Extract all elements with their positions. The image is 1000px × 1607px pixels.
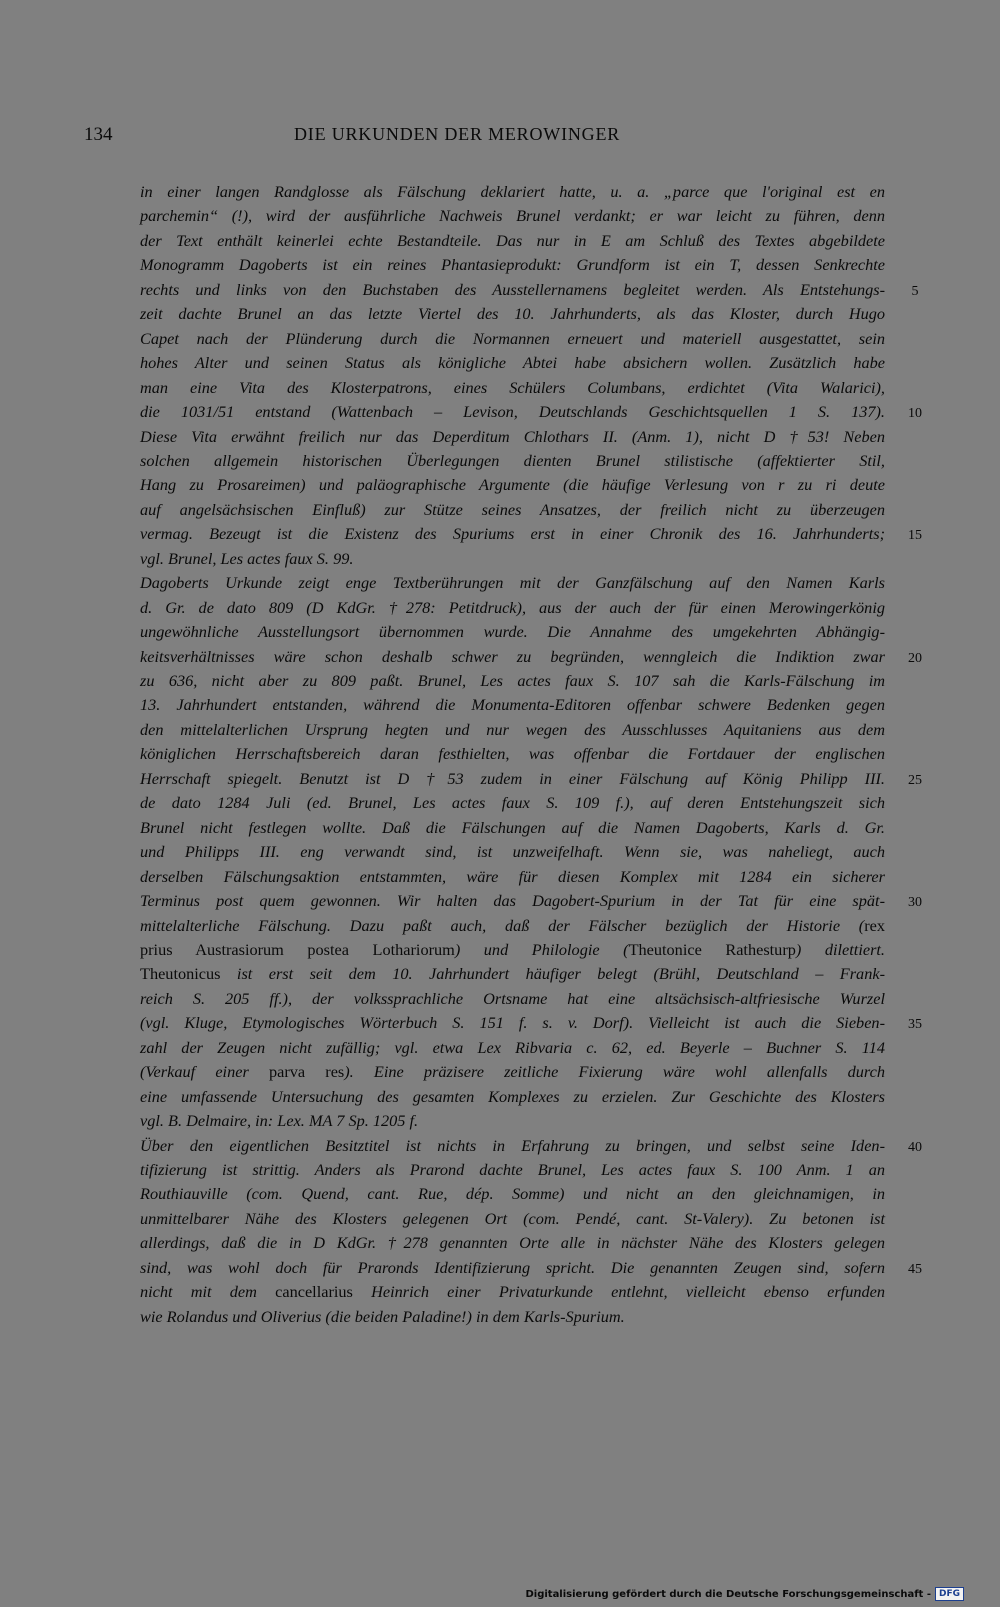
line-number: 10 <box>908 406 922 422</box>
text-segment: ) und Philologie ( <box>454 939 629 959</box>
text-segment: vgl. Brunel, Les actes faux S. 99. <box>140 548 354 568</box>
text-segment: Monogramm Dagoberts ist ein reines Phantasieprodukt: Grundform ist ein T, dessen Senkrechte <box>140 255 885 275</box>
text-segment: Über den eigentlichen Besitztitel ist nichts in Erfahrung zu bringen, und selbst seine Iden- <box>140 1135 885 1155</box>
text-line <box>140 622 885 642</box>
text-line <box>140 1160 885 1180</box>
line-number: 30 <box>908 895 922 911</box>
text-line <box>140 695 885 715</box>
line-number: 5 <box>911 283 919 299</box>
text-segment: prius Austrasiorum postea Lothariorum <box>140 939 455 959</box>
text-segment: ) dilettiert. <box>795 939 885 959</box>
text-segment: Routhiauville (com. Quend, cant. Rue, dép. Somme) und nicht an den gleichnamigen, in <box>140 1184 885 1204</box>
text-segment: allerdings, daß die in D KdGr. †278 genannten Orte alle in nächster Nähe des Klosters gelegen <box>140 1233 885 1253</box>
text-line <box>140 1136 885 1156</box>
text-segment: (vgl. Kluge, Etymologisches Wörterbuch S. 151 f. s. v. Dorf). Vielleicht ist auch die Sieben- <box>140 1013 885 1033</box>
text-segment: tifizierung ist strittig. Anders als Prarond dachte Brunel, Les actes faux S. 100 Anm. 1 an <box>140 1160 885 1179</box>
text-segment: eine umfassende Untersuchung des gesamten Komplexes zu erzielen. Zur Geschichte des Klosters <box>140 1086 885 1106</box>
text-segment: vgl. B. Delmaire, in: Lex. MA 7 Sp. 1205 f. <box>140 1111 419 1131</box>
line-number: 40 <box>908 1139 922 1155</box>
text-segment: den mittelalterlichen Ursprung hegten und nur wegen des Ausschlusses Aquitaniens aus dem <box>140 719 885 739</box>
text-segment: d. Gr. de dato 809 (D KdGr. †278: Petitdruck), aus der auch der für einen Merowingerkönig <box>140 597 885 617</box>
text-segment: zu 636, nicht aber zu 809 paßt. Brunel, Les actes faux S. 107 sah die Karls-Fälschung im <box>140 671 885 690</box>
text-line <box>140 573 885 593</box>
text-line <box>140 940 885 960</box>
text-line <box>140 451 885 471</box>
text-segment: ist erst seit dem 10. Jahrhundert häufiger belegt (Brühl, Deutschland – Frank- <box>220 964 885 984</box>
text-line <box>140 867 885 887</box>
line-number: 15 <box>908 528 922 544</box>
text-line <box>140 744 885 764</box>
text-line <box>140 793 885 813</box>
text-line <box>140 182 885 202</box>
text-line <box>140 647 885 667</box>
text-line <box>140 231 885 251</box>
text-line <box>140 402 885 422</box>
text-line <box>140 916 885 936</box>
text-line <box>140 1013 885 1033</box>
text-segment: sind, was wohl doch für Praronds Identifizierung spricht. Die genannten Zeugen sind, sofern <box>140 1257 885 1277</box>
text-line <box>140 1038 885 1058</box>
text-line <box>140 524 885 544</box>
text-segment: man eine Vita des Klosterpatrons, eines Schülers Columbans, erdichtet (Vita Walarici), <box>140 377 885 397</box>
text-segment: de dato 1284 Juli (ed. Brunel, Les actes faux S. 109 f.), auf deren Entstehungszeit sich <box>140 793 885 813</box>
text-segment: zahl der Zeugen nicht zufällig; vgl. etwa Lex Ribvaria c. 62, ed. Beyerle – Buchner S. 114 <box>140 1037 885 1057</box>
text-segment: parva res <box>268 1062 345 1082</box>
text-line <box>140 1307 885 1327</box>
line-number: 20 <box>908 650 922 666</box>
text-line <box>140 671 885 691</box>
text-segment: mittelalterliche Fälschung. Dazu paßt auch, daß der Fälscher bezüglich der Historie ( <box>140 915 865 935</box>
text-segment: rex <box>864 915 885 935</box>
text-segment: ). Eine präzisere zeitliche Fixierung wäre wohl allenfalls durch <box>344 1062 885 1082</box>
page-number: 134 <box>84 124 113 145</box>
text-segment: auf angelsächsischen Einfluß) zur Stütze seines Ansatzes, der freilich nicht zu überzeugen <box>140 499 885 519</box>
text-segment: reich S. 205 ff.), der volkssprachliche Ortsname hat eine altsächsisch-altfriesische Wurzel <box>140 988 885 1008</box>
text-line <box>140 280 885 300</box>
text-segment: Brunel nicht festlegen wollte. Daß die Fälschungen auf die Namen Dagoberts, Karls d. Gr. <box>140 817 885 837</box>
text-line <box>140 1282 885 1302</box>
text-line <box>140 891 885 911</box>
text-line <box>140 206 885 226</box>
line-number: 25 <box>908 772 922 788</box>
text-line <box>140 1111 885 1131</box>
dfg-logo: DFG <box>935 1587 964 1601</box>
text-line <box>140 1258 885 1278</box>
text-segment: der Text enthält keinerlei echte Bestandteile. Das nur in E am Schluß des Textes abgebildete <box>140 230 885 250</box>
text-segment: und Philipps III. eng verwandt sind, ist unzweifelhaft. Wenn sie, was naheliegt, auch <box>140 842 885 862</box>
text-segment: Dagoberts Urkunde zeigt enge Textberührungen mit der Ganzfälschung auf den Namen Karls <box>140 573 885 593</box>
text-line <box>140 1209 885 1229</box>
text-line <box>140 1087 885 1107</box>
text-segment: 13. Jahrhundert entstanden, während die Monumenta-Editoren offenbar schwere Bedenken gegen <box>140 695 885 715</box>
text-line <box>140 304 885 324</box>
text-segment: vermag. Bezeugt ist die Existenz des Spuriums erst in einer Chronik des 16. Jahrhunderts; <box>140 524 885 544</box>
text-line <box>140 964 885 984</box>
text-line <box>140 475 885 495</box>
footer-credit-text: Digitalisierung gefördert durch die Deutsche Forschungsgemeinschaft - <box>525 1588 931 1600</box>
running-head: DIE URKUNDEN DER MEROWINGER <box>294 124 621 144</box>
text-segment: parchemin“ (!), wird der ausführliche Nachweis Brunel verdankt; er war leicht zu führen, denn <box>140 206 885 226</box>
text-segment: rechts und links von den Buchstaben des Ausstellernamens begleitet werden. Als Entstehungs- <box>140 279 885 299</box>
text-segment: Capet nach der Plünderung durch die Normannen erneuert und materiell ausgestattet, sein <box>140 328 885 348</box>
text-line <box>140 549 885 569</box>
text-segment: Theutonicus <box>140 964 221 984</box>
text-line <box>140 842 885 862</box>
text-segment: Diese Vita erwähnt freilich nur das Deperditum Chlothars II. (Anm. 1), nicht D †53! Neben <box>140 426 885 446</box>
text-segment: derselben Fälschungsaktion entstammten, wäre für diesen Komplex mit 1284 ein sicherer <box>140 866 885 886</box>
text-line <box>140 989 885 1009</box>
text-line <box>140 353 885 373</box>
text-segment: zeit dachte Brunel an das letzte Viertel des 10. Jahrhunderts, als das Kloster, durch Hugo <box>140 304 885 324</box>
footer-credit <box>525 1587 964 1601</box>
text-line <box>140 427 885 447</box>
text-segment: Heinrich einer Privaturkunde entlehnt, vielleicht ebenso erfunden <box>352 1282 885 1302</box>
text-segment: Theutonice Rathesturp <box>628 939 796 959</box>
text-line <box>140 500 885 520</box>
text-segment: solchen allgemein historischen Überlegungen dienten Brunel stilistische (affektierter Stil, <box>140 450 885 470</box>
text-segment: Hang zu Prosareimen) und paläographische Argumente (die häufige Verlesung von r zu ri deute <box>140 475 885 495</box>
text-segment: cancellarius <box>275 1282 353 1302</box>
text-segment: Terminus post quem gewonnen. Wir halten das Dagobert-Spurium in der Tat für eine spät- <box>140 891 885 911</box>
text-segment: unmittelbarer Nähe des Klosters gelegenen Ort (com. Pendé, cant. St-Valery). Zu betonen ist <box>140 1208 885 1228</box>
text-line <box>140 1184 885 1204</box>
text-line <box>140 818 885 838</box>
text-segment: ungewöhnliche Ausstellungsort übernommen wurde. Die Annahme des umgekehrten Abhängig- <box>140 622 885 642</box>
text-segment: (Verkauf einer <box>140 1062 269 1082</box>
text-segment: in einer langen Randglosse als Fälschung deklariert hatte, u. a. „parce que l'original est en <box>140 182 885 201</box>
text-segment: Herrschaft spiegelt. Benutzt ist D †53 zudem in einer Fälschung auf König Philipp III. <box>140 768 885 788</box>
text-segment: nicht mit dem <box>140 1282 276 1302</box>
text-line <box>140 329 885 349</box>
text-segment: königlichen Herrschaftsbereich daran festhielten, was offenbar die Fortdauer der englischen <box>140 744 885 764</box>
text-line <box>140 720 885 740</box>
text-line <box>140 255 885 275</box>
text-segment: hohes Alter und seinen Status als königliche Abtei habe absichern wollen. Zusätzlich habe <box>140 353 885 373</box>
text-segment: wie Rolandus und Oliverius (die beiden Paladine!) in dem Karls-Spurium. <box>140 1306 625 1326</box>
text-segment: die 1031/51 entstand (Wattenbach – Levison, Deutschlands Geschichtsquellen 1 S. 137). <box>140 402 885 422</box>
line-number: 45 <box>908 1261 922 1277</box>
text-line <box>140 598 885 618</box>
text-line <box>140 378 885 398</box>
text-segment: keitsverhältnisses wäre schon deshalb schwer zu begründen, wenngleich die Indiktion zwar <box>140 646 885 666</box>
line-number: 35 <box>908 1017 922 1033</box>
text-line <box>140 769 885 789</box>
text-line <box>140 1233 885 1253</box>
text-line <box>140 1062 885 1082</box>
